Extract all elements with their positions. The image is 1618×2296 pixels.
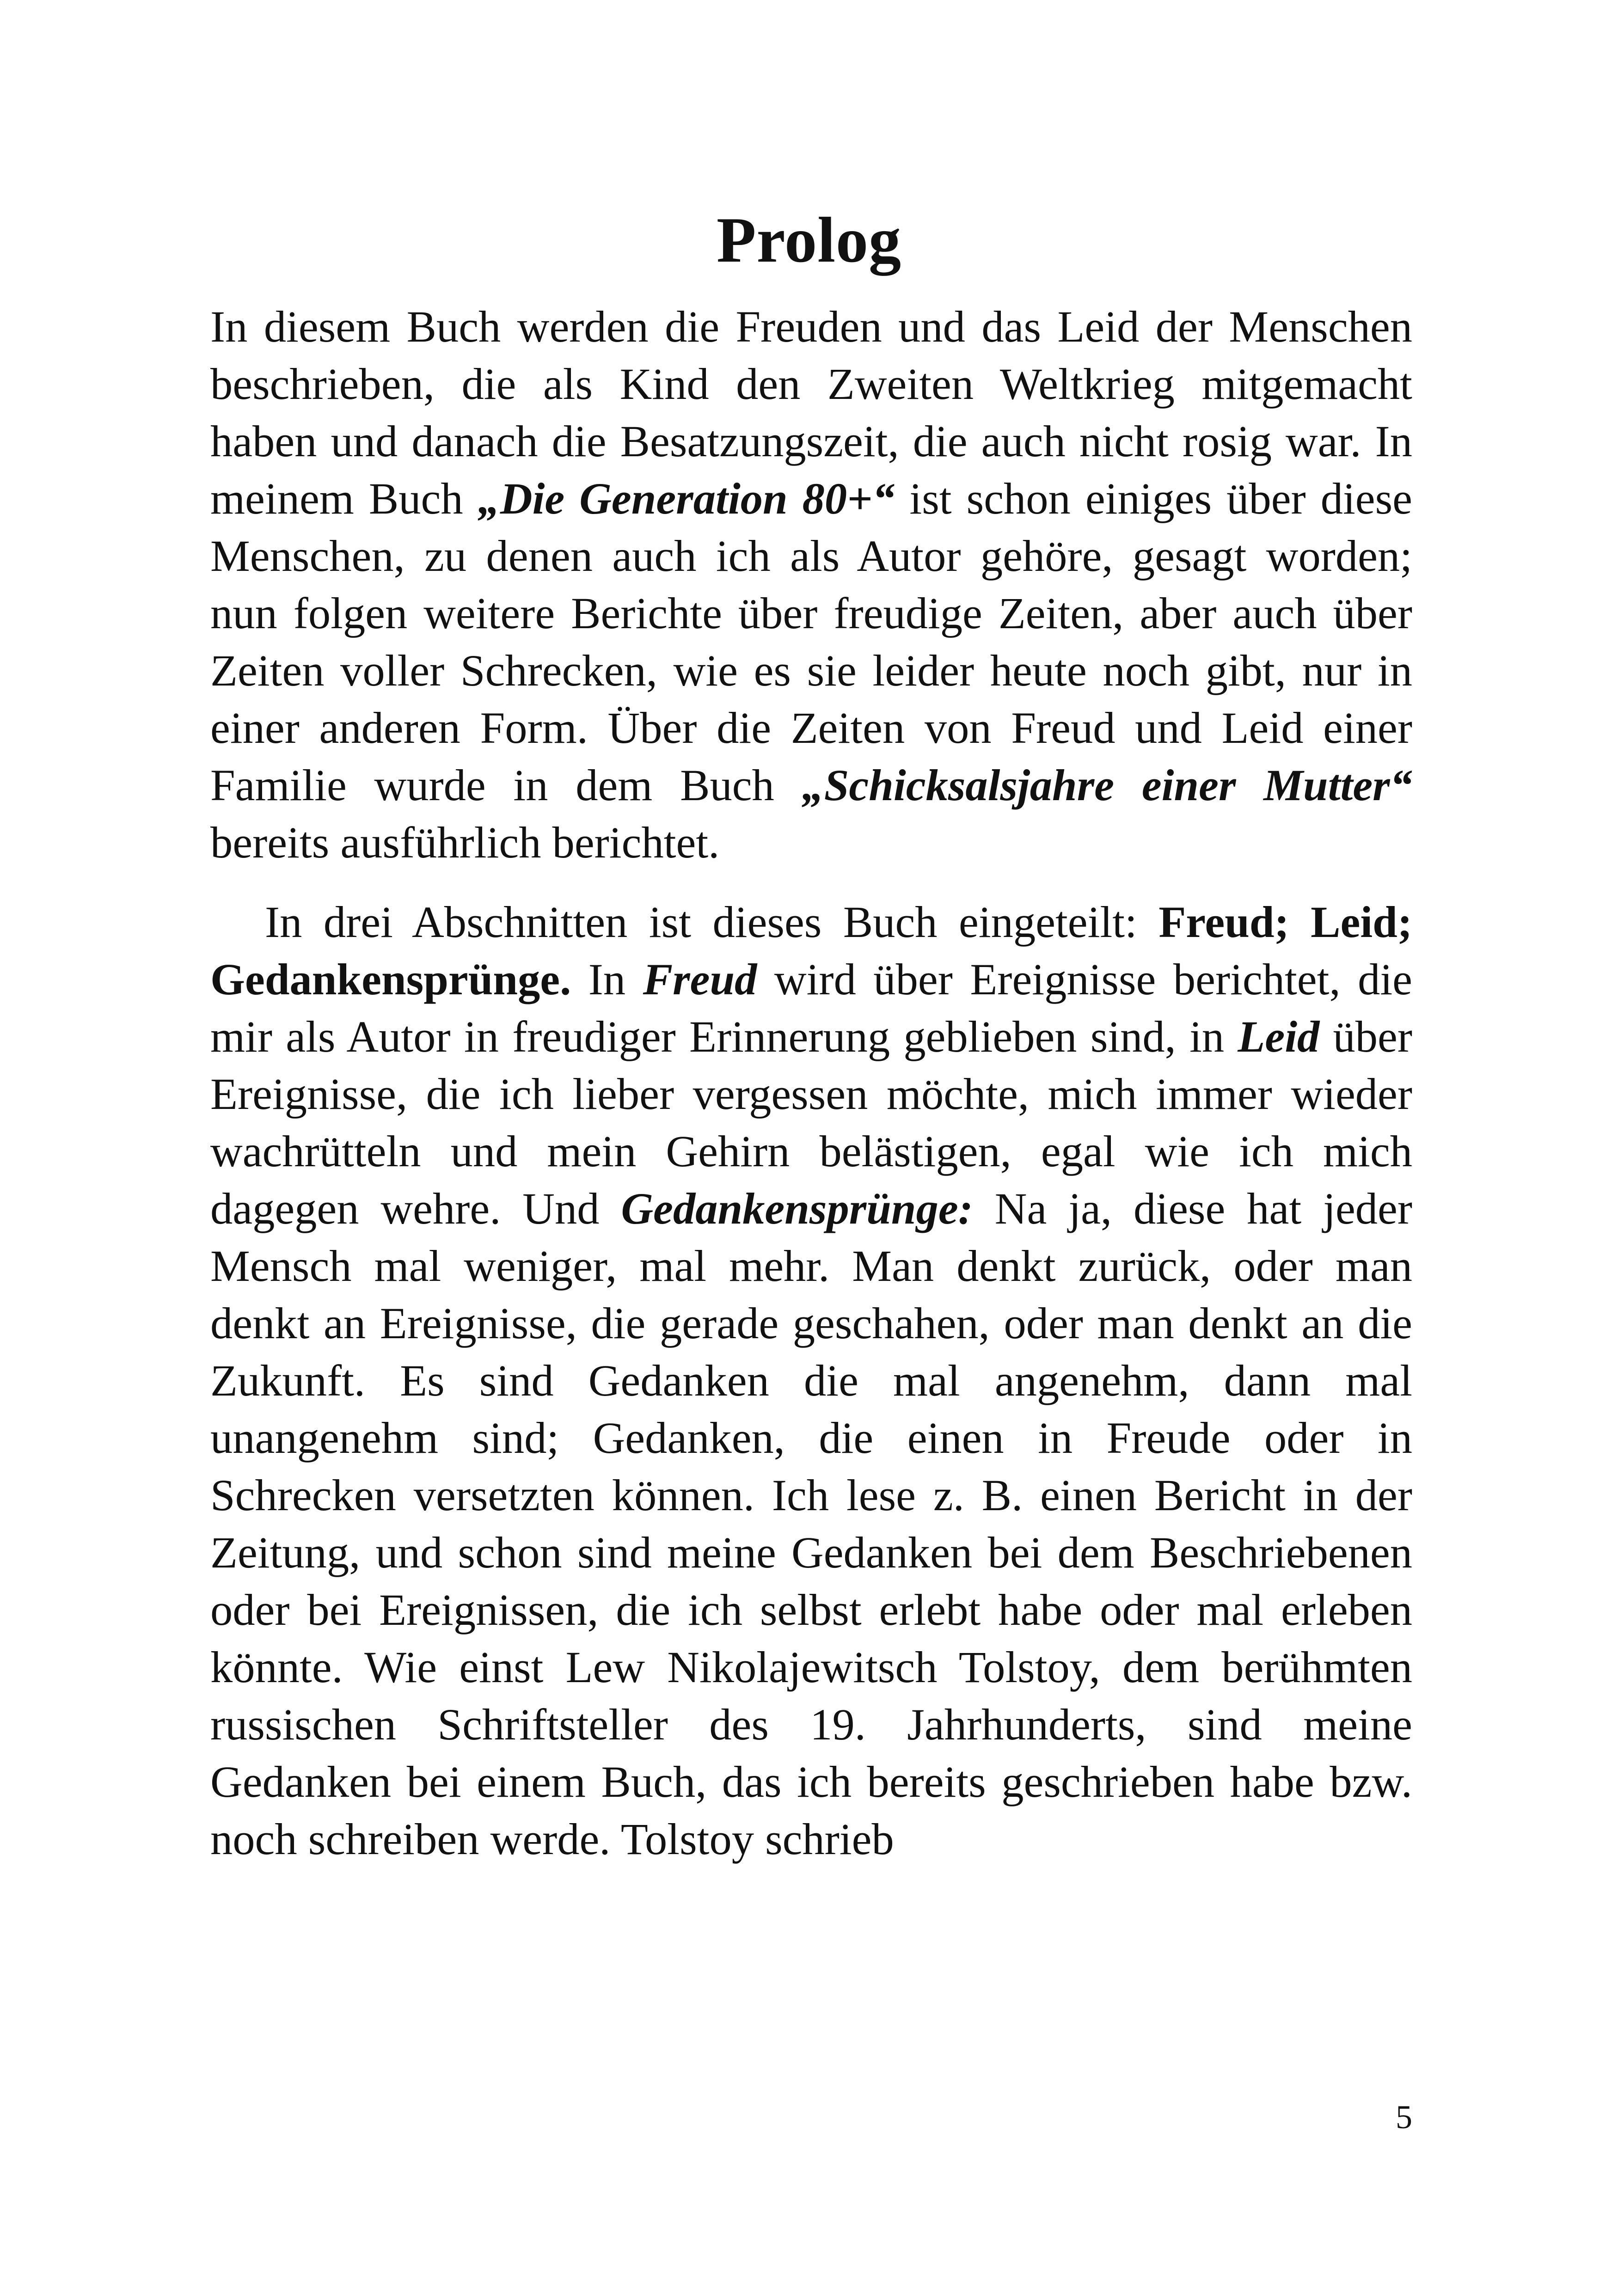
paragraph-2-text-a: In drei Abschnitten ist dieses Buch eingeteilt: [265, 897, 1159, 947]
paragraph-2 [210, 894, 1412, 1868]
book-title-generation: „Die Generation 80+“ [478, 474, 895, 523]
page-number: 5 [1396, 2099, 1412, 2136]
book-title-schicksalsjahre: „Schicksalsjahre einer Mutter“ [802, 760, 1412, 810]
section-name-gedankenspruenge: Gedankensprünge: [621, 1184, 973, 1233]
body-text [210, 298, 1412, 1868]
paragraph-1 [210, 298, 1412, 871]
paragraph-2-text-e: Na ja, diese hat jeder Mensch mal weniger, mal mehr. Man denkt zurück, oder man denkt an Ereignisse, die gerade geschahen, oder man denkt an die Zukunft. Es sind Gedanken die mal angenehm, dann mal unangenehm sind; Gedanken, die einen in Freude oder in Schrecken versetzten können. Ich lese z. B. einen Bericht in der Zeitung, und schon sind meine Gedanken bei dem Beschriebenen oder bei Ereignissen, die ich selbst erlebt habe oder mal erleben könnte. Wie einst Lew Nikolajewitsch Tolstoy, dem berühmten russischen Schriftsteller des 19. Jahrhunderts, sind meine Gedanken bei einem Buch, das ich bereits geschrieben habe bzw. noch schreiben werde. Tolstoy schrieb [210, 1184, 1412, 1864]
paragraph-2-text-d: über Ereignisse, die ich lieber vergessen möchte, mich immer wieder wachrütteln und mein Gehirn belästigen, egal wie ich mich dagegen wehre. Und [210, 1012, 1413, 1233]
section-list: Freud; Leid; Gedankensprünge. [210, 897, 1412, 1004]
paragraph-1-text-a: In diesem Buch werden die Freuden und das Leid der Menschen beschrieben, die als Kind den Zweiten Weltkrieg mitgemacht haben und danach die Besatzungszeit, die auch nicht rosig war. In meinem Buch [210, 302, 1412, 523]
paragraph-1-text-c: bereits ausführlich berichtet. [210, 818, 720, 867]
chapter-title: Prolog [716, 204, 902, 276]
paragraph-2-text-b: In [571, 955, 643, 1004]
paragraph-1-text-b: ist schon einiges über diese Menschen, zu denen auch ich als Autor gehöre, gesagt worden; nun folgen weitere Berichte über freudige Zeiten, aber auch über Zeiten voller Schrecken, wie es sie leider heute noch gibt, nur in einer anderen Form. Über die Zeiten von Freud und Leid einer Familie wurde in dem Buch [210, 474, 1412, 810]
section-name-leid: Leid [1238, 1012, 1320, 1061]
section-name-freud: Freud [643, 955, 757, 1004]
paragraph-2-text-c: wird über Ereignisse berichtet, die mir als Autor in freudiger Erinnerung geblieben sind, in [210, 955, 1412, 1061]
